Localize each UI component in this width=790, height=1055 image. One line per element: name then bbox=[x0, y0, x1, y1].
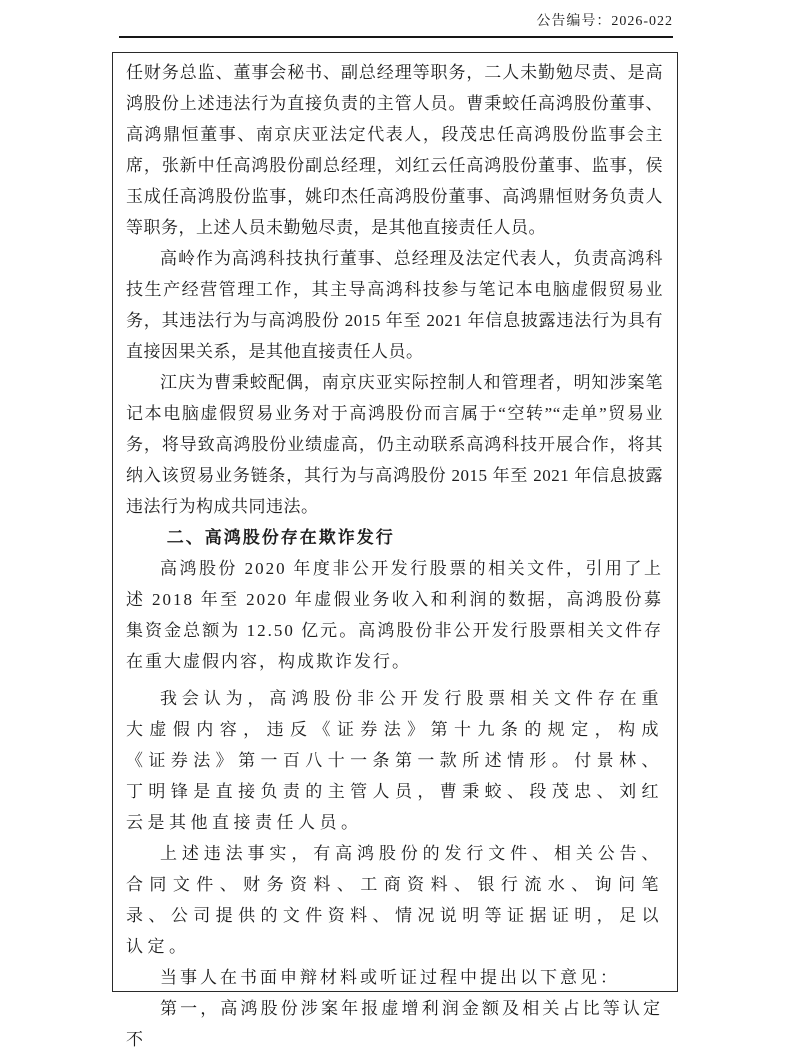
paragraph-responsible-persons: 任财务总监、董事会秘书、副总经理等职务，二人未勤勉尽责、是高鸿股份上述违法行为直接负责的主管人员。曹秉蛟任高鸿股份董事、高鸿鼎恒董事、南京庆亚法定代表人，段茂忠任高鸿股份监事会主席，张新中任高鸿股份副总经理，刘红云任高鸿股份董事、监事，侯玉成任高鸿股份监事，姚印杰任高鸿股份董事、高鸿鼎恒财务负责人等职务，上述人员未勤勉尽责，是其他直接责任人员。 bbox=[126, 63, 663, 237]
paragraph-gaoling: 高岭作为高鸿科技执行董事、总经理及法定代表人，负责高鸿科技生产经营管理工作，其主导高鸿科技参与笔记本电脑虚假贸易业务，其违法行为与高鸿股份 2015 年至 2021 年信息披露违法行为具有直接因果关系，是其他直接责任人员。 bbox=[126, 249, 663, 361]
content-border-box bbox=[112, 52, 678, 1049]
announcement-number: 公告编号：2026-022 bbox=[536, 14, 673, 29]
paragraph-commission-opinion: 我会认为，高鸿股份非公开发行股票相关文件存在重大虚假内容，违反《证券法》第十九条的规定，构成《证券法》第一百八十一条第一款所述情形。付景林、丁明锋是直接负责的主管人员，曹秉蛟、段茂忠、刘红云是其他直接责任人员。 bbox=[126, 689, 663, 832]
paragraph-private-placement: 高鸿股份 2020 年度非公开发行股票的相关文件，引用了上述 2018 年至 2020 年虚假业务收入和利润的数据，高鸿股份募集资金总额为 12.50 亿元。高鸿股份非公开发行股票相关文件存在重大虚假内容，构成欺诈发行。 bbox=[126, 559, 663, 671]
section-heading-fraudulent-issuance: 二、高鸿股份存在欺诈发行 bbox=[166, 528, 395, 547]
paragraph-evidence: 上述违法事实，有高鸿股份的发行文件、相关公告、合同文件、财务资料、工商资料、银行流水、询问笔录、公司提供的文件资料、情况说明等证据证明，足以认定。 bbox=[126, 844, 663, 956]
paragraph-jiangqing: 江庆为曹秉蛟配偶，南京庆亚实际控制人和管理者，明知涉案笔记本电脑虚假贸易业务对于高鸿股份而言属于“空转”“走单”贸易业务，将导致高鸿股份业绩虚高，仍主动联系高鸿科技开展合作，将其纳入该贸易业务链条，其行为与高鸿股份 2015 年至 2021 年信息披露违法行为构成共同违法。 bbox=[126, 373, 663, 516]
header-divider-line bbox=[119, 36, 673, 38]
paragraph-defense-intro: 当事人在书面申辩材料或听证过程中提出以下意见： bbox=[160, 968, 620, 987]
paragraph-defense-first-point: 第一，高鸿股份涉案年报虚增利润金额及相关占比等认定不 bbox=[126, 999, 663, 1049]
